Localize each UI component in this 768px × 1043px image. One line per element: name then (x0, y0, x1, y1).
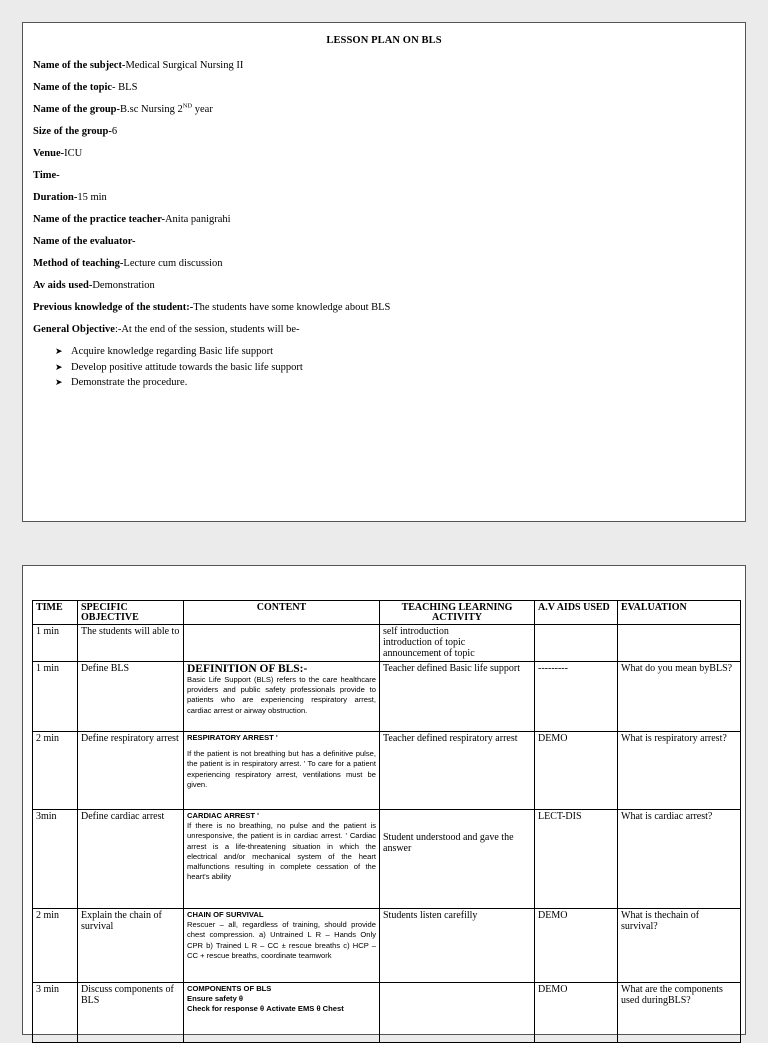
cell-time: 3 min (33, 983, 78, 1043)
content-heading: DEFINITION OF BLS:- (187, 663, 308, 675)
cell-av-aids (535, 625, 618, 662)
header-evaluation: EVALUATION (618, 601, 741, 625)
content-body: If there is no breathing, no pulse and the patient is unresponsive, the patient is in cardiac arrest. ' Cardiac arrest is a life-threatening situation in which the electrical and/or mechanical system of the heart malfunctions resulting in complete cessation of the heart's ability (187, 821, 376, 882)
objective-item (55, 360, 735, 376)
info-label: Name of the subject- (33, 60, 126, 71)
cell-evaluation: What do you mean byBLS? (618, 662, 741, 732)
cell-activity: self introduction introduction of topic announcement of topic (380, 625, 535, 662)
cell-activity: Teacher defined Basic life support (380, 662, 535, 732)
cell-av-aids: DEMO (535, 983, 618, 1043)
info-line (33, 192, 735, 203)
cell-time: 2 min (33, 732, 78, 810)
cell-content (184, 810, 380, 909)
info-value: :-At the end of the session, students will be- (114, 324, 300, 335)
header-time: TIME (33, 601, 78, 625)
info-value: Anita panigrahi (164, 214, 231, 225)
table-row (33, 662, 741, 732)
objective-text: Acquire knowledge regarding Basic life support (71, 346, 274, 357)
content-body: Basic Life Support (BLS) refers to the care healthcare providers and public safety professionals provide to patients who are experiencing respiratory arrest, cardiac arrest or airway obstruction. (187, 675, 376, 715)
table-row (33, 732, 741, 810)
cell-av-aids: --------- (535, 662, 618, 732)
header-teaching-learning-activity: TEACHING LEARNING ACTIVITY (380, 601, 535, 625)
content-body: If the patient is not breathing but has a definitive pulse, the patient is in respiratory arrest. ' To care for a patient experiencing respiratory arrest, ventilations must be given. (187, 749, 376, 789)
info-value: B.sc Nursing 2 (120, 104, 183, 115)
general-objectives-list (55, 344, 735, 391)
table-row (33, 810, 741, 909)
cell-objective: Discuss components of BLS (78, 983, 184, 1043)
cell-activity: Students listen carefilly (380, 909, 535, 983)
lesson-info-block (33, 60, 735, 335)
cell-time: 3min (33, 810, 78, 909)
cell-content (184, 732, 380, 810)
lesson-plan-table-body (33, 625, 741, 1043)
content-heading: CHAIN OF SURVIVAL (187, 910, 264, 919)
cell-activity (380, 983, 535, 1043)
bullet-arrow-icon: ➤ (55, 361, 63, 372)
info-line (33, 280, 735, 291)
content-body: Rescuer – all, regardless of training, should provide chest compression. a) Untrained L R – Hands Only CPR b) Trained L R – CC ± rescue breaths c) HCP – CC + rescue breaths, coordinate teamwork (187, 920, 376, 960)
table-row (33, 909, 741, 983)
info-label: Av aids used- (33, 280, 93, 291)
info-label: Time- (33, 170, 60, 181)
cell-evaluation: What is thechain of survival? (618, 909, 741, 983)
lesson-plan-page-1 (22, 22, 746, 522)
info-label: Venue- (33, 148, 65, 159)
cell-content (184, 662, 380, 732)
cell-evaluation: What is cardiac arrest? (618, 810, 741, 909)
info-line (33, 148, 735, 159)
content-heading: CARDIAC ARREST ' (187, 811, 259, 820)
cell-time: 2 min (33, 909, 78, 983)
info-line (33, 60, 735, 71)
info-value: ICU (64, 148, 83, 159)
cell-objective: Define cardiac arrest (78, 810, 184, 909)
info-label: Name of the topic (33, 82, 113, 93)
info-label: Name of the evaluator- (33, 236, 136, 247)
cell-activity: Teacher defined respiratory arrest (380, 732, 535, 810)
bullet-arrow-icon: ➤ (55, 377, 63, 387)
info-label: Method of teaching- (33, 258, 124, 269)
cell-evaluation (618, 625, 741, 662)
info-value: Lecture cum discussion (123, 258, 223, 269)
cell-content (184, 625, 380, 662)
info-label: General Objective (33, 324, 115, 335)
cell-objective: Define respiratory arrest (78, 732, 184, 810)
cell-objective: The students will able to (78, 625, 184, 662)
info-label: Size of the group- (33, 126, 112, 137)
cell-time: 1 min (33, 662, 78, 732)
info-label: Previous knowledge of the student:- (33, 302, 194, 313)
table-row (33, 983, 741, 1043)
cell-av-aids: DEMO (535, 909, 618, 983)
cell-content (184, 983, 380, 1043)
lesson-plan-table (32, 600, 741, 1043)
info-line (33, 126, 735, 137)
info-line (33, 302, 735, 313)
header-specific-objective: SPECIFIC OBJECTIVE (78, 601, 184, 625)
info-line (33, 170, 735, 181)
objective-text: Demonstrate the procedure. (71, 377, 188, 388)
cell-activity: Student understood and gave the answer (380, 810, 535, 909)
info-value: 15 min (77, 192, 107, 203)
info-value: The students have some knowledge about BLS (193, 302, 391, 313)
content-heading: RESPIRATORY ARREST ' (187, 733, 278, 742)
info-superscript: ND (182, 102, 193, 110)
info-value: Medical Surgical Nursing II (125, 60, 244, 71)
document-title: LESSON PLAN ON BLS (326, 35, 442, 46)
info-value: 6 (111, 126, 118, 137)
cell-objective: Explain the chain of survival (78, 909, 184, 983)
cell-evaluation: What are the components used duringBLS? (618, 983, 741, 1043)
cell-av-aids: LECT-DIS (535, 810, 618, 909)
objective-text: Develop positive attitude towards the basic life support (71, 361, 303, 373)
cell-content (184, 909, 380, 983)
info-line (33, 324, 735, 335)
info-line (33, 214, 735, 225)
info-line (33, 258, 735, 269)
lesson-plan-page-2 (22, 565, 746, 1035)
info-line (33, 82, 735, 93)
header-av-aids-used: A.V AIDS USED (535, 601, 618, 625)
info-line (33, 104, 735, 115)
header-content: CONTENT (184, 601, 380, 625)
content-heading: COMPONENTS OF BLS (187, 984, 272, 993)
info-label: Name of the group- (33, 104, 121, 115)
table-row (33, 625, 741, 662)
cell-evaluation: What is respiratory arrest? (618, 732, 741, 810)
objective-item (55, 344, 735, 360)
info-value: - BLS (112, 82, 138, 93)
content-body: Ensure safety θ Check for response θ Activate EMS θ Chest (187, 994, 344, 1014)
info-label: Duration- (33, 192, 78, 203)
cell-objective: Define BLS (78, 662, 184, 732)
cell-time: 1 min (33, 625, 78, 662)
bullet-arrow-icon: ➤ (55, 346, 63, 356)
info-line (33, 236, 735, 247)
info-label: Name of the practice teacher- (33, 214, 165, 225)
table-header-row (33, 601, 741, 625)
info-value: Demonstration (92, 280, 155, 291)
objective-item (55, 375, 735, 391)
cell-av-aids: DEMO (535, 732, 618, 810)
info-suffix: year (192, 104, 213, 115)
